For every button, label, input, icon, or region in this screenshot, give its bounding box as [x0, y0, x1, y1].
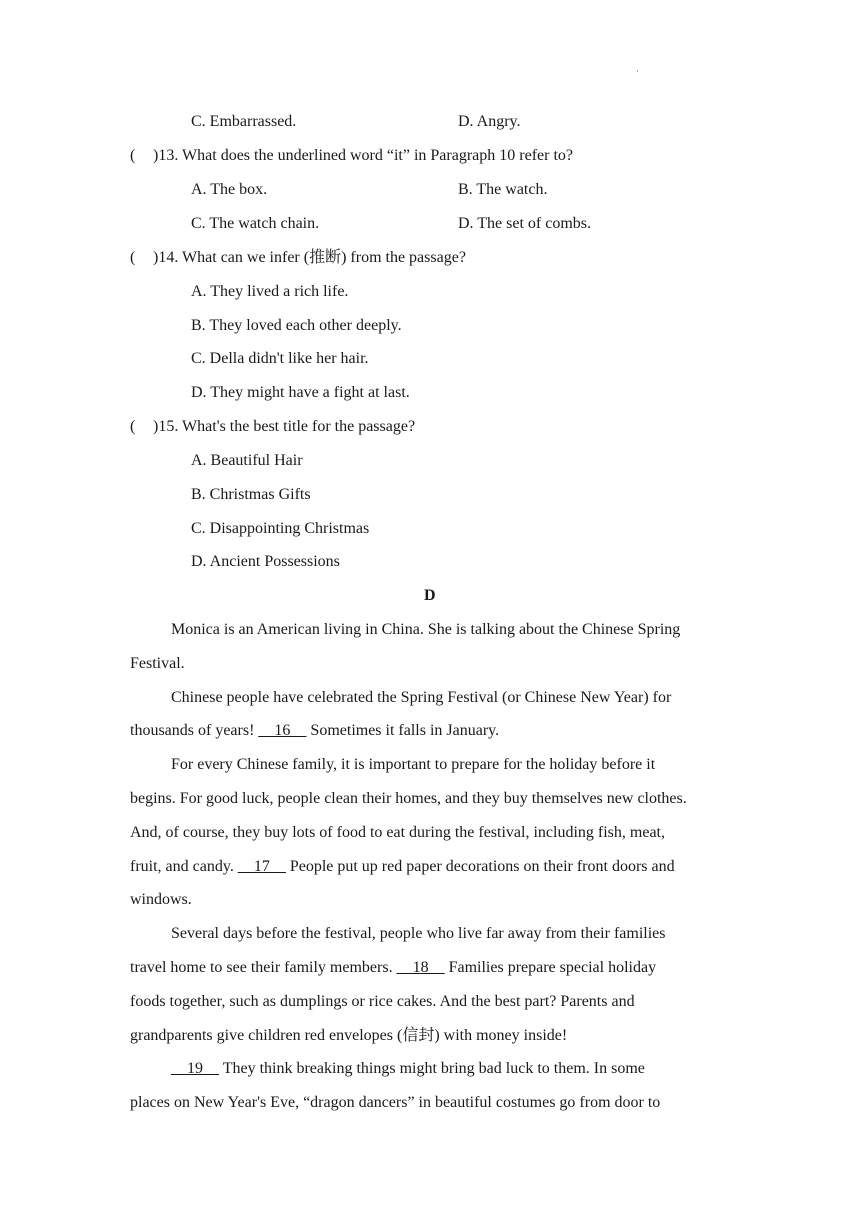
- q15-stem: )15. What's the best title for the passage?: [153, 418, 416, 435]
- q15-option-d: D. Ancient Possessions: [191, 553, 340, 570]
- blank-18: __18__: [396, 959, 445, 976]
- passage-line: [171, 1059, 645, 1079]
- q14-answer-paren: (: [130, 249, 136, 266]
- passage-text: fruit, and candy.: [130, 858, 238, 875]
- q13-option-b: B. The watch.: [458, 181, 548, 198]
- passage-text: People put up red paper decorations on their front doors and: [285, 858, 675, 875]
- q13-answer-paren: (: [130, 147, 136, 164]
- passage-line: Several days before the festival, people who live far away from their families: [171, 925, 666, 942]
- passage-line: windows.: [130, 891, 192, 908]
- section-heading: D: [424, 587, 436, 604]
- q13-option-a: A. The box.: [191, 181, 268, 198]
- q13-option-d: D. The set of combs.: [458, 215, 592, 232]
- q14-option-b: B. They loved each other deeply.: [191, 317, 402, 334]
- q12-option-c: C. Embarrassed.: [191, 113, 297, 130]
- q12-option-d: D. Angry.: [458, 113, 521, 130]
- passage-line: begins. For good luck, people clean their homes, and they buy themselves new clothes.: [130, 790, 687, 807]
- q15-answer-paren: (: [130, 418, 136, 435]
- q14-stem: )14. What can we infer (推断) from the passage?: [153, 249, 466, 266]
- passage-text: They think breaking things might bring bad luck to them. In some: [219, 1060, 645, 1077]
- header-mark: ·: [636, 66, 639, 76]
- passage-text: thousands of years!: [130, 722, 259, 739]
- blank-19: __19__: [171, 1060, 219, 1077]
- passage-line: [130, 857, 675, 877]
- passage-line: places on New Year's Eve, “dragon dancers” in beautiful costumes go from door to: [130, 1094, 661, 1111]
- passage-line: For every Chinese family, it is important to prepare for the holiday before it: [171, 756, 656, 773]
- passage-line: Chinese people have celebrated the Spring Festival (or Chinese New Year) for: [171, 689, 672, 706]
- q14-option-c: C. Della didn't like her hair.: [191, 350, 369, 367]
- q13-stem: )13. What does the underlined word “it” in Paragraph 10 refer to?: [153, 147, 573, 164]
- blank-16: __16__: [258, 722, 307, 739]
- q14-option-d: D. They might have a fight at last.: [191, 384, 410, 401]
- passage-line: Monica is an American living in China. She is talking about the Chinese Spring: [171, 621, 681, 638]
- q15-option-a: A. Beautiful Hair: [191, 452, 303, 469]
- passage-text: travel home to see their family members.: [130, 959, 397, 976]
- blank-17: __17__: [237, 858, 286, 875]
- passage-line: grandparents give children red envelopes (信封) with money inside!: [130, 1027, 568, 1044]
- q14-option-a: A. They lived a rich life.: [191, 283, 349, 300]
- passage-line: foods together, such as dumplings or rice cakes. And the best part? Parents and: [130, 993, 635, 1010]
- passage-line: Festival.: [130, 655, 185, 672]
- q13-option-c: C. The watch chain.: [191, 215, 320, 232]
- q15-option-c: C. Disappointing Christmas: [191, 520, 370, 537]
- passage-line: And, of course, they buy lots of food to eat during the festival, including fish, meat,: [130, 824, 665, 841]
- passage-text: Sometimes it falls in January.: [306, 722, 500, 739]
- passage-text: Families prepare special holiday: [444, 959, 657, 976]
- passage-line: [130, 721, 499, 741]
- passage-line: [130, 958, 656, 978]
- q15-option-b: B. Christmas Gifts: [191, 486, 311, 503]
